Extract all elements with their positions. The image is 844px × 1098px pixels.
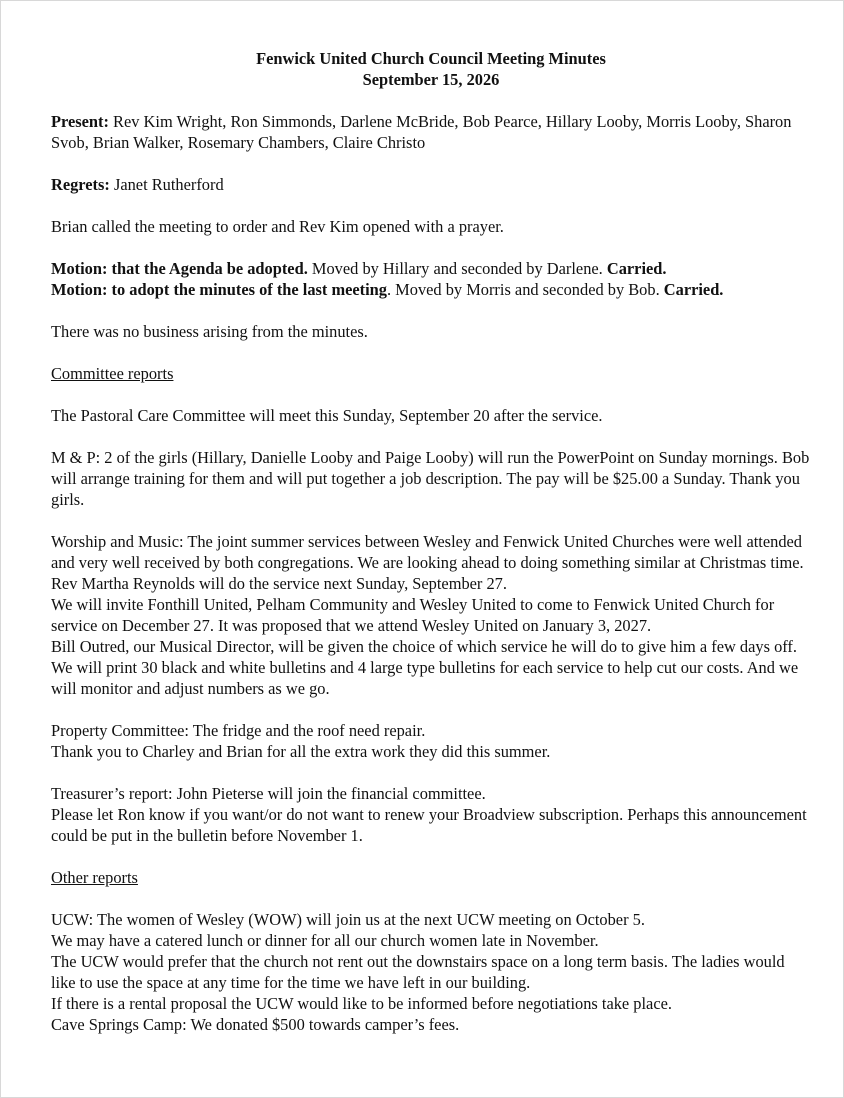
motion-minutes-text: . Moved by Morris and seconded by Bob. (386, 280, 664, 299)
treasurer-line: Treasurer’s report: John Pieterse will join the financial committee. (51, 784, 486, 803)
ucw-line: UCW: The women of Wesley (WOW) will join us at the next UCW meeting on October 5. (51, 910, 645, 929)
worship-line: Bill Outred, our Musical Director, will be given the choice of which service he will do to give him a few days off. (51, 637, 797, 656)
regrets-paragraph (51, 174, 811, 195)
ucw-line: We may have a catered lunch or dinner for all our church women late in November. (51, 931, 599, 950)
worship-line: Worship and Music: The joint summer services between Wesley and Fenwick United Churches were well attended and very well received by both congregations. We are looking ahead to doing something similar at Christmas time. (51, 532, 804, 572)
motion-agenda-bold: Motion: that the Agenda be adopted. (51, 259, 308, 278)
regrets-label: Regrets: (51, 175, 110, 194)
ucw-line: If there is a rental proposal the UCW would like to be informed before negotiations take place. (51, 994, 672, 1013)
regrets-text: Janet Rutherford (109, 175, 224, 194)
property-line: Thank you to Charley and Brian for all the extra work they did this summer. (51, 742, 551, 761)
document-title (51, 48, 811, 90)
business-arising: There was no business arising from the minutes. (51, 322, 368, 341)
present-label: Present: (51, 112, 109, 131)
ucw-line: The UCW would prefer that the church not rent out the downstairs space on a long term basis. The ladies would like to use the space at any time for the time we have left in our building. (51, 952, 785, 992)
title-line-1: Fenwick United Church Council Meeting Minutes (256, 49, 606, 68)
property-line: Property Committee: The fridge and the roof need repair. (51, 721, 426, 740)
present-text: Rev Kim Wright, Ron Simmonds, Darlene McBride, Bob Pearce, Hillary Looby, Morris Looby, Sharon Svob, Brian Walker, Rosemary Chambers, Claire Christo (51, 112, 792, 152)
motion-minutes-bold: Motion: to adopt the minutes of the last meeting (51, 280, 387, 299)
motion-minutes (51, 279, 811, 300)
opening-paragraph: Brian called the meeting to order and Rev Kim opened with a prayer. (51, 217, 504, 236)
title-line-2: September 15, 2026 (362, 70, 500, 89)
treasurer-line: Please let Ron know if you want/or do not want to renew your Broadview subscription. Perhaps this announcement could be put in the bulletin before November 1. (51, 805, 807, 845)
minutes-content (51, 48, 811, 1035)
motion-agenda (51, 258, 811, 279)
motion-agenda-result: Carried. (606, 259, 667, 278)
other-reports-heading: Other reports (51, 868, 138, 887)
mp-report: M & P: 2 of the girls (Hillary, Danielle Looby and Paige Looby) will run the PowerPoint on Sunday mornings. Bob will arrange training for them and will put together a job description. The pay will be $25.00 a Sunday. Thank you girls. (51, 448, 810, 509)
motion-minutes-result: Carried. (663, 280, 724, 299)
motion-agenda-text: Moved by Hillary and seconded by Darlene. (307, 259, 607, 278)
worship-line: We will invite Fonthill United, Pelham Community and Wesley United to come to Fenwick United Church for service on December 27. It was proposed that we attend Wesley United on January 3, 2027. (51, 595, 775, 635)
pastoral-care: The Pastoral Care Committee will meet this Sunday, September 20 after the service. (51, 406, 603, 425)
committee-reports-heading: Committee reports (51, 364, 174, 383)
present-paragraph (51, 111, 811, 153)
worship-line: We will print 30 black and white bulletins and 4 large type bulletins for each service to help cut our costs. And we will monitor and adjust numbers as we go. (51, 658, 799, 698)
ucw-line: Cave Springs Camp: We donated $500 towards camper’s fees. (51, 1015, 460, 1034)
worship-line: Rev Martha Reynolds will do the service next Sunday, September 27. (51, 574, 507, 593)
